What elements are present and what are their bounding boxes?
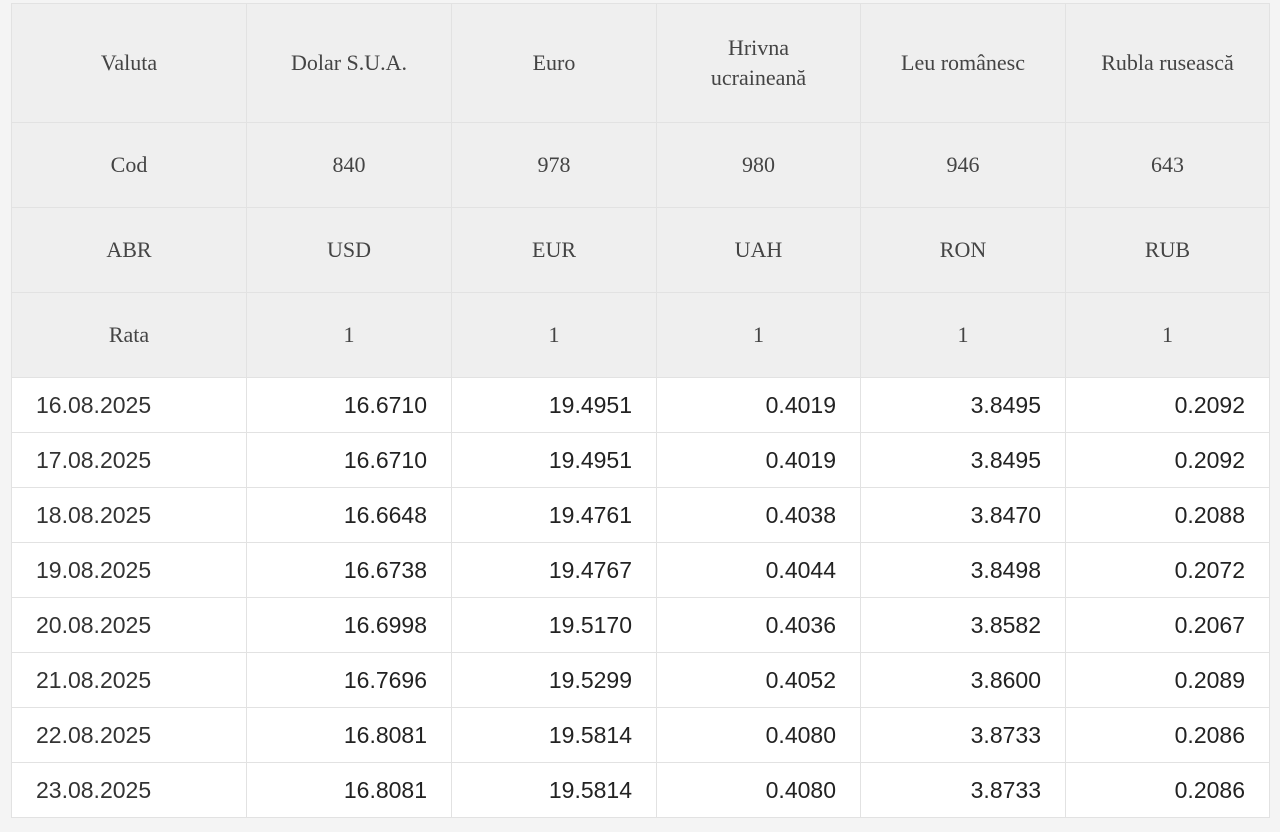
- currency-abbreviation: EUR: [452, 208, 657, 293]
- table-row: [12, 433, 1270, 488]
- rate-uah: 0.4038: [657, 488, 861, 543]
- row-date: 21.08.2025: [12, 653, 247, 708]
- currency-name-usd: Dolar S.U.A.: [247, 4, 452, 123]
- currency-rate-unit: 1: [247, 293, 452, 378]
- header-label-valuta: Valuta: [12, 4, 247, 123]
- header-label-rata: Rata: [12, 293, 247, 378]
- rate-uah: 0.4080: [657, 708, 861, 763]
- exchange-rates-table-container: [11, 3, 1269, 818]
- rate-ron: 3.8733: [861, 708, 1066, 763]
- rate-rub: 0.2092: [1066, 433, 1270, 488]
- table-row: [12, 488, 1270, 543]
- header-label-abr: ABR: [12, 208, 247, 293]
- currency-abbreviation: RON: [861, 208, 1066, 293]
- rate-usd: 16.8081: [247, 708, 452, 763]
- currency-abbreviation: UAH: [657, 208, 861, 293]
- header-row-cod: [12, 123, 1270, 208]
- currency-code: 643: [1066, 123, 1270, 208]
- rate-uah: 0.4044: [657, 543, 861, 598]
- header-row-valuta: [12, 4, 1270, 123]
- currency-abbreviation: USD: [247, 208, 452, 293]
- rate-rub: 0.2088: [1066, 488, 1270, 543]
- currency-rate-unit: 1: [452, 293, 657, 378]
- rate-eur: 19.5299: [452, 653, 657, 708]
- rate-uah: 0.4052: [657, 653, 861, 708]
- row-date: 20.08.2025: [12, 598, 247, 653]
- header-label-cod: Cod: [12, 123, 247, 208]
- currency-code: 840: [247, 123, 452, 208]
- rate-eur: 19.4951: [452, 378, 657, 433]
- rate-ron: 3.8733: [861, 763, 1066, 818]
- rate-uah: 0.4019: [657, 378, 861, 433]
- table-row: [12, 378, 1270, 433]
- rate-eur: 19.4767: [452, 543, 657, 598]
- currency-code: 946: [861, 123, 1066, 208]
- rate-uah: 0.4080: [657, 763, 861, 818]
- currency-rate-unit: 1: [861, 293, 1066, 378]
- currency-rate-unit: 1: [1066, 293, 1270, 378]
- table-row: [12, 598, 1270, 653]
- row-date: 22.08.2025: [12, 708, 247, 763]
- rate-eur: 19.5814: [452, 708, 657, 763]
- rate-ron: 3.8582: [861, 598, 1066, 653]
- currency-code: 980: [657, 123, 861, 208]
- rate-usd: 16.6710: [247, 378, 452, 433]
- rate-rub: 0.2067: [1066, 598, 1270, 653]
- rate-rub: 0.2072: [1066, 543, 1270, 598]
- exchange-rates-table: [11, 3, 1270, 818]
- rate-ron: 3.8600: [861, 653, 1066, 708]
- rate-eur: 19.4761: [452, 488, 657, 543]
- rate-usd: 16.6648: [247, 488, 452, 543]
- rate-uah: 0.4036: [657, 598, 861, 653]
- currency-name-ron: Leu românesc: [861, 4, 1066, 123]
- header-row-rata: [12, 293, 1270, 378]
- currency-code: 978: [452, 123, 657, 208]
- rate-ron: 3.8495: [861, 433, 1066, 488]
- table-body: [12, 378, 1270, 818]
- row-date: 23.08.2025: [12, 763, 247, 818]
- table-row: [12, 763, 1270, 818]
- row-date: 17.08.2025: [12, 433, 247, 488]
- rate-eur: 19.4951: [452, 433, 657, 488]
- rate-rub: 0.2092: [1066, 378, 1270, 433]
- currency-name-eur: Euro: [452, 4, 657, 123]
- row-date: 19.08.2025: [12, 543, 247, 598]
- currency-name-uah: Hrivna ucraineană: [657, 4, 861, 123]
- rate-usd: 16.6738: [247, 543, 452, 598]
- currency-abbreviation: RUB: [1066, 208, 1270, 293]
- table-row: [12, 653, 1270, 708]
- table-header: [12, 4, 1270, 378]
- rate-rub: 0.2089: [1066, 653, 1270, 708]
- rate-ron: 3.8498: [861, 543, 1066, 598]
- row-date: 18.08.2025: [12, 488, 247, 543]
- rate-ron: 3.8495: [861, 378, 1066, 433]
- rate-usd: 16.6710: [247, 433, 452, 488]
- currency-name-rub: Rubla rusească: [1066, 4, 1270, 123]
- rate-usd: 16.8081: [247, 763, 452, 818]
- rate-usd: 16.6998: [247, 598, 452, 653]
- rate-rub: 0.2086: [1066, 763, 1270, 818]
- rate-eur: 19.5170: [452, 598, 657, 653]
- table-row: [12, 543, 1270, 598]
- table-row: [12, 708, 1270, 763]
- rate-rub: 0.2086: [1066, 708, 1270, 763]
- rate-eur: 19.5814: [452, 763, 657, 818]
- rate-ron: 3.8470: [861, 488, 1066, 543]
- header-row-abr: [12, 208, 1270, 293]
- rate-usd: 16.7696: [247, 653, 452, 708]
- currency-rate-unit: 1: [657, 293, 861, 378]
- rate-uah: 0.4019: [657, 433, 861, 488]
- row-date: 16.08.2025: [12, 378, 247, 433]
